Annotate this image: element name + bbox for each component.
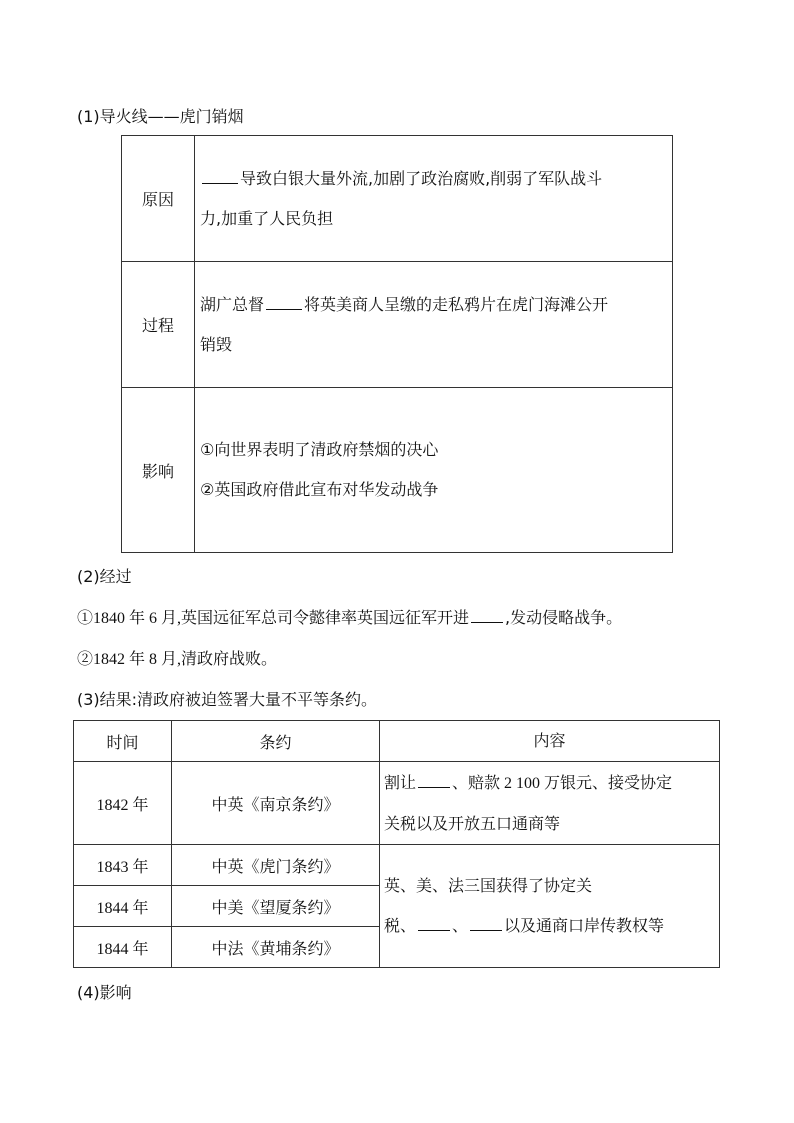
table-row — [122, 388, 673, 553]
row-label-impact: 影响 — [122, 388, 195, 553]
fill-blank — [202, 169, 238, 184]
table-row — [74, 762, 720, 845]
header-content: 内容 — [380, 721, 720, 762]
header-time: 时间 — [74, 721, 172, 762]
section2-heading: (2)经过 — [77, 567, 132, 586]
section3-heading: (3)结果:清政府被迫签署大量不平等条约。 — [77, 690, 378, 709]
opium-destruction-table — [121, 135, 673, 553]
table-row — [74, 845, 720, 886]
row-label-process: 过程 — [122, 262, 195, 388]
treaty-content: 英、美、法三国获得了协定关 税、 、 以及通商口岸传教权等 — [380, 845, 720, 968]
process-content: 湖广总督 将英美商人呈缴的走私鸦片在虎门海滩公开 销毁 — [195, 262, 673, 388]
cause-content: 导致白银大量外流,加剧了政治腐败,削弱了军队战斗 力,加重了人民负担 — [195, 136, 673, 262]
section2-item2: ②1842 年 8 月,清政府战败。 — [77, 651, 278, 668]
section2-item1: ①1840 年 6 月,英国远征军总司令懿律率英国远征军开进 ,发动侵略战争。 — [77, 608, 623, 627]
fill-blank — [418, 773, 450, 788]
fill-blank — [470, 916, 502, 931]
header-treaty: 条约 — [172, 721, 380, 762]
treaty-name: 中美《望厦条约》 — [172, 886, 380, 927]
table-row — [122, 262, 673, 388]
treaty-year: 1843 年 — [74, 845, 172, 886]
impact-content: ①向世界表明了清政府禁烟的决心 ②英国政府借此宣布对华发动战争 — [195, 388, 673, 553]
fill-blank — [471, 608, 503, 623]
treaty-content: 割让 、赔款 2 100 万银元、接受协定 关税以及开放五口通商等 — [380, 762, 720, 845]
fill-blank — [266, 295, 302, 310]
fill-blank — [418, 916, 450, 931]
row-label-cause: 原因 — [122, 136, 195, 262]
treaty-table — [73, 720, 720, 968]
treaty-name: 中英《虎门条约》 — [172, 845, 380, 886]
table-header-row — [74, 721, 720, 762]
treaty-name: 中英《南京条约》 — [172, 762, 380, 845]
table-row — [122, 136, 673, 262]
treaty-year: 1844 年 — [74, 927, 172, 968]
section4-heading: (4)影响 — [77, 983, 132, 1002]
treaty-name: 中法《黄埔条约》 — [172, 927, 380, 968]
treaty-year: 1842 年 — [74, 762, 172, 845]
treaty-year: 1844 年 — [74, 886, 172, 927]
section1-heading: (1)导火线——虎门销烟 — [77, 107, 244, 126]
